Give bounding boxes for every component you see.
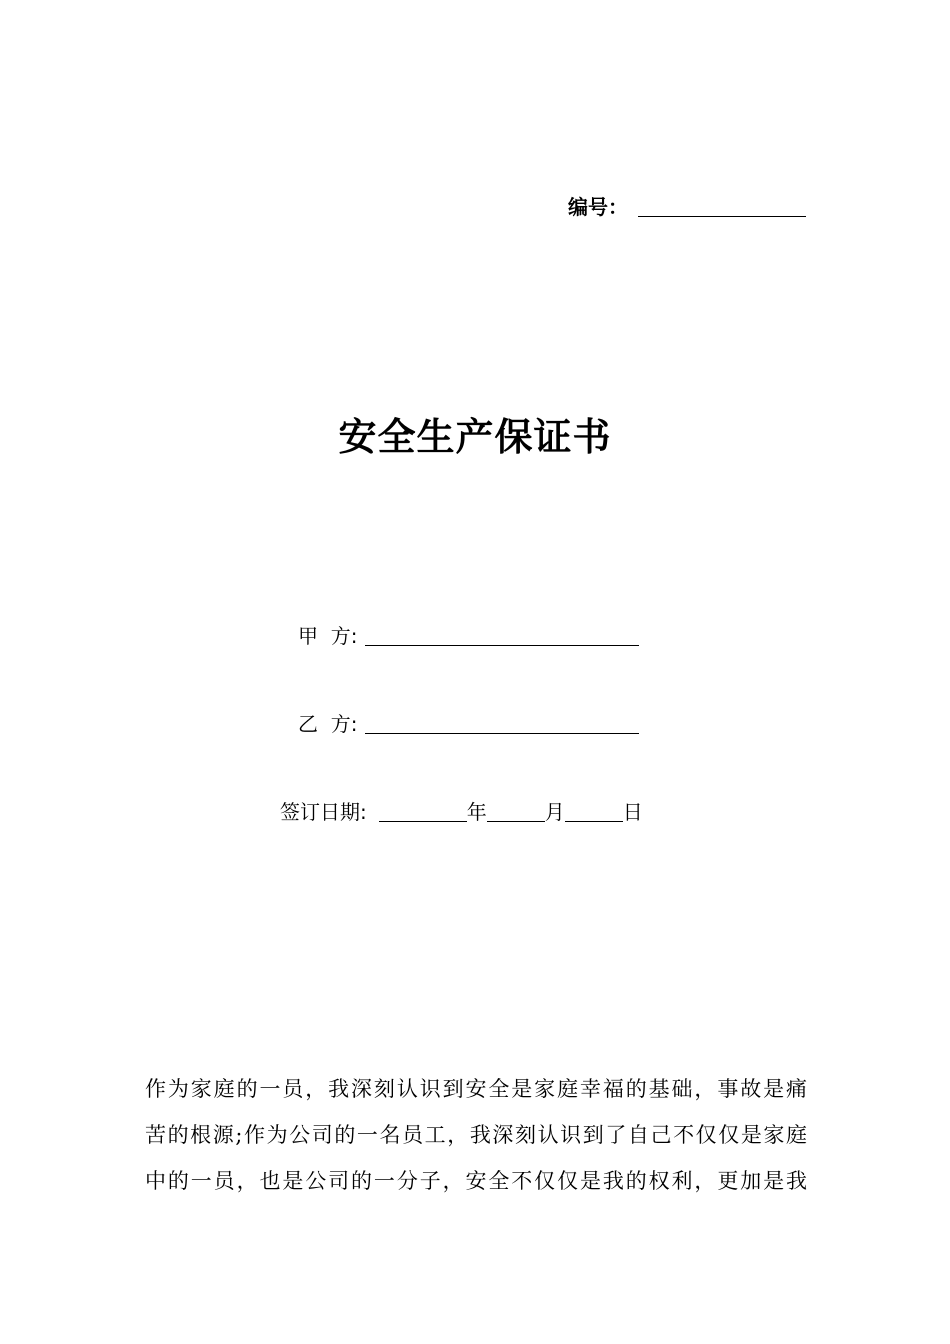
day-blank	[565, 821, 623, 822]
day-unit: 日	[622, 800, 643, 824]
body-line: 作为家庭的一员，我深刻认识到安全是家庭幸福的基础，事故是痛	[145, 1077, 807, 1101]
body-line: 苦的根源;作为公司的一名员工，我深刻认识到了自己不仅仅是家庭	[145, 1123, 807, 1147]
party-b-blank	[365, 733, 639, 734]
document-number-label: 编号：	[568, 195, 628, 219]
month-blank	[487, 821, 545, 822]
document-title: 安全生产保证书	[338, 415, 612, 459]
year-unit: 年	[466, 800, 487, 824]
month-unit: 月	[544, 800, 565, 824]
party-b-label: 乙 方:	[298, 712, 358, 736]
sign-date-row	[280, 795, 643, 825]
party-a-row	[298, 619, 639, 649]
year-blank	[379, 821, 467, 822]
sign-date-label: 签订日期:	[280, 800, 367, 824]
party-a-label: 甲 方:	[298, 624, 358, 648]
party-b-row	[298, 707, 639, 737]
document-number-row	[568, 190, 806, 220]
body-paragraph	[145, 1066, 807, 1204]
party-a-blank	[365, 645, 639, 646]
document-number-blank	[638, 216, 806, 217]
body-line: 中的一员，也是公司的一分子，安全不仅仅是我的权利，更加是我	[145, 1169, 807, 1193]
